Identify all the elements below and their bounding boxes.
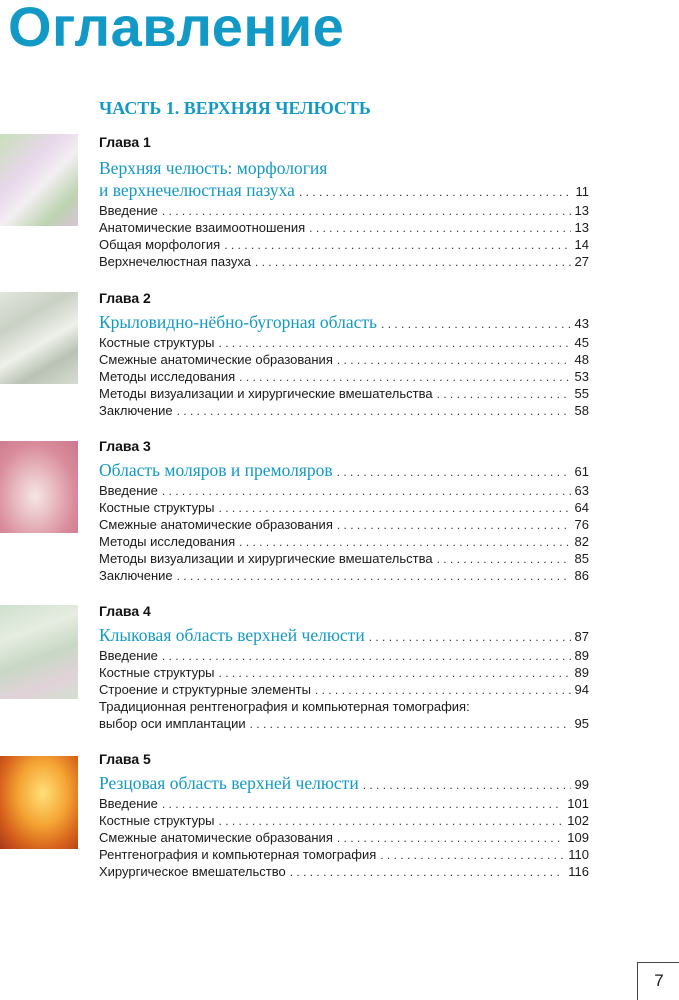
entry-page: 11 bbox=[575, 184, 589, 199]
entry-title: Смежные анатомические образования bbox=[99, 352, 333, 367]
toc-entry[interactable] bbox=[99, 829, 589, 846]
entry-page: 64 bbox=[574, 500, 589, 515]
chapter-label: Глава 4 bbox=[99, 603, 151, 619]
dot-leader bbox=[337, 352, 571, 369]
entry-page: 86 bbox=[574, 568, 589, 583]
toc-entry[interactable] bbox=[99, 253, 589, 270]
dot-leader bbox=[239, 534, 570, 551]
entry-page: 45 bbox=[574, 335, 589, 350]
toc-entry[interactable] bbox=[99, 385, 589, 402]
toc-entry[interactable] bbox=[99, 812, 589, 829]
entry-title: Костные структуры bbox=[99, 335, 215, 350]
toc-entry[interactable] bbox=[99, 402, 589, 419]
dot-leader bbox=[290, 864, 565, 881]
toc-entry[interactable] bbox=[99, 863, 589, 880]
entry-page: 102 bbox=[567, 813, 589, 828]
entry-title: Введение bbox=[99, 648, 158, 663]
dot-leader bbox=[381, 313, 571, 335]
entry-title: Введение bbox=[99, 796, 158, 811]
entry-title: Введение bbox=[99, 203, 158, 218]
dot-leader bbox=[255, 254, 571, 271]
entry-title: Область моляров и премоляров bbox=[99, 460, 333, 480]
toc-entry[interactable] bbox=[99, 550, 589, 567]
entry-title: Клыковая область верхней челюсти bbox=[99, 625, 365, 645]
entry-title: Анатомические взаимоотношения bbox=[99, 220, 306, 235]
toc-chapter-entry[interactable] bbox=[99, 459, 589, 481]
page-title: Оглавление bbox=[8, 0, 345, 58]
entry-title: Методы визуализации и хирургические вмешательства bbox=[99, 551, 433, 566]
dot-leader bbox=[315, 682, 571, 699]
toc-entry[interactable] bbox=[99, 351, 589, 368]
dot-leader bbox=[219, 813, 564, 830]
dot-leader bbox=[224, 237, 570, 254]
entry-page: 95 bbox=[574, 716, 589, 731]
toc-entry[interactable] bbox=[99, 533, 589, 550]
entry-page: 55 bbox=[574, 386, 589, 401]
entry-title: Смежные анатомические образования bbox=[99, 517, 333, 532]
entry-page: 27 bbox=[574, 254, 589, 269]
dot-leader bbox=[177, 403, 571, 420]
entry-page: 87 bbox=[574, 629, 589, 644]
toc-chapter-entry[interactable] bbox=[99, 624, 589, 646]
chapter-3-thumbnail bbox=[0, 441, 78, 533]
entry-page: 58 bbox=[574, 403, 589, 418]
entry-title: Костные структуры bbox=[99, 665, 215, 680]
dot-leader bbox=[177, 568, 571, 585]
entry-title: Введение bbox=[99, 483, 158, 498]
toc-entry[interactable] bbox=[99, 202, 589, 219]
dot-leader bbox=[239, 369, 570, 386]
entry-page: 99 bbox=[574, 777, 589, 792]
entry-page: 89 bbox=[574, 648, 589, 663]
part-title: ЧАСТЬ 1. ВЕРХНЯЯ ЧЕЛЮСТЬ bbox=[99, 98, 371, 118]
entry-title: Верхнечелюстная пазуха bbox=[99, 254, 251, 269]
entry-title: Заключение bbox=[99, 568, 173, 583]
entry-title: Методы исследования bbox=[99, 369, 236, 384]
entry-page: 61 bbox=[574, 464, 589, 479]
dot-leader bbox=[369, 626, 571, 648]
entry-title: Костные структуры bbox=[99, 500, 215, 515]
dot-leader bbox=[219, 500, 571, 517]
toc-entry[interactable] bbox=[99, 567, 589, 584]
toc-entry[interactable] bbox=[99, 715, 589, 732]
entry-title: Резцовая область верхней челюсти bbox=[99, 773, 359, 793]
toc-entry[interactable] bbox=[99, 681, 589, 698]
toc-entry[interactable] bbox=[99, 795, 589, 812]
chapter-label: Глава 5 bbox=[99, 751, 151, 767]
entry-page: 13 bbox=[574, 220, 589, 235]
entry-title: Методы исследования bbox=[99, 534, 236, 549]
dot-leader bbox=[363, 774, 571, 796]
chapter-label: Глава 2 bbox=[99, 290, 151, 306]
toc-chapter-entry[interactable] bbox=[99, 772, 589, 794]
entry-page: 14 bbox=[574, 237, 589, 252]
entry-title: выбор оси имплантации bbox=[99, 716, 246, 731]
toc-entry[interactable] bbox=[99, 664, 589, 681]
chapter-4-thumbnail bbox=[0, 605, 78, 699]
dot-leader bbox=[162, 648, 571, 665]
entry-page: 48 bbox=[574, 352, 589, 367]
entry-title: Смежные анатомические образования bbox=[99, 830, 333, 845]
page-number-box bbox=[637, 962, 679, 1000]
toc-entry[interactable] bbox=[99, 236, 589, 253]
dot-leader bbox=[162, 203, 571, 220]
chapter-label: Глава 1 bbox=[99, 134, 151, 150]
dot-leader bbox=[437, 551, 571, 568]
dot-leader bbox=[337, 830, 563, 847]
entry-title: Костные структуры bbox=[99, 813, 215, 828]
entry-title: Общая морфология bbox=[99, 237, 221, 252]
entry-page: 13 bbox=[574, 203, 589, 218]
toc-entry[interactable] bbox=[99, 647, 589, 664]
entry-title: Методы визуализации и хирургические вмешательства bbox=[99, 386, 433, 401]
dot-leader bbox=[162, 796, 563, 813]
dot-leader bbox=[337, 517, 571, 534]
entry-title: Строение и структурные элементы bbox=[99, 682, 311, 697]
dot-leader bbox=[380, 847, 564, 864]
entry-page: 82 bbox=[574, 534, 589, 549]
entry-page: 43 bbox=[574, 316, 589, 331]
toc-entry[interactable] bbox=[99, 368, 589, 385]
dot-leader bbox=[250, 716, 571, 733]
toc-chapter-entry[interactable] bbox=[99, 179, 589, 201]
toc-entry[interactable] bbox=[99, 499, 589, 516]
chapter-1-thumbnail bbox=[0, 134, 78, 226]
entry-page: 109 bbox=[567, 830, 589, 845]
dot-leader bbox=[309, 220, 570, 237]
entry-page: 101 bbox=[567, 796, 589, 811]
chapter-label: Глава 3 bbox=[99, 438, 151, 454]
dot-leader bbox=[219, 665, 571, 682]
entry-page: 116 bbox=[568, 864, 589, 879]
dot-leader bbox=[299, 181, 572, 203]
toc-chapter-entry[interactable] bbox=[99, 311, 589, 333]
toc-entry[interactable] bbox=[99, 219, 589, 236]
entry-title: Заключение bbox=[99, 403, 173, 418]
entry-page: 63 bbox=[574, 483, 589, 498]
toc-entry[interactable] bbox=[99, 482, 589, 499]
entry-page: 53 bbox=[574, 369, 589, 384]
dot-leader bbox=[162, 483, 571, 500]
entry-page: 76 bbox=[574, 517, 589, 532]
entry-title: Крыловидно-нёбно-бугорная область bbox=[99, 312, 378, 332]
chapter-title-line: Верхняя челюсть: морфология bbox=[99, 158, 328, 178]
toc-entry[interactable] bbox=[99, 846, 589, 863]
entry-page: 85 bbox=[574, 551, 589, 566]
page-number: 7 bbox=[654, 971, 664, 990]
chapter-2-thumbnail bbox=[0, 292, 78, 384]
entry-title: и верхнечелюстная пазуха bbox=[99, 180, 295, 200]
chapter-5-thumbnail bbox=[0, 756, 78, 849]
dot-leader bbox=[219, 335, 571, 352]
entry-title: Хирургическое вмешательство bbox=[99, 864, 286, 879]
entry-title: Рентгенография и компьютерная томография bbox=[99, 847, 377, 862]
dot-leader bbox=[337, 461, 571, 483]
entry-page: 94 bbox=[574, 682, 589, 697]
toc-entry-line: Традиционная рентгенография и компьютерная томография: bbox=[99, 699, 470, 714]
toc-entry[interactable] bbox=[99, 334, 589, 351]
dot-leader bbox=[437, 386, 571, 403]
entry-page: 110 bbox=[568, 847, 589, 862]
entry-page: 89 bbox=[574, 665, 589, 680]
toc-entry[interactable] bbox=[99, 516, 589, 533]
